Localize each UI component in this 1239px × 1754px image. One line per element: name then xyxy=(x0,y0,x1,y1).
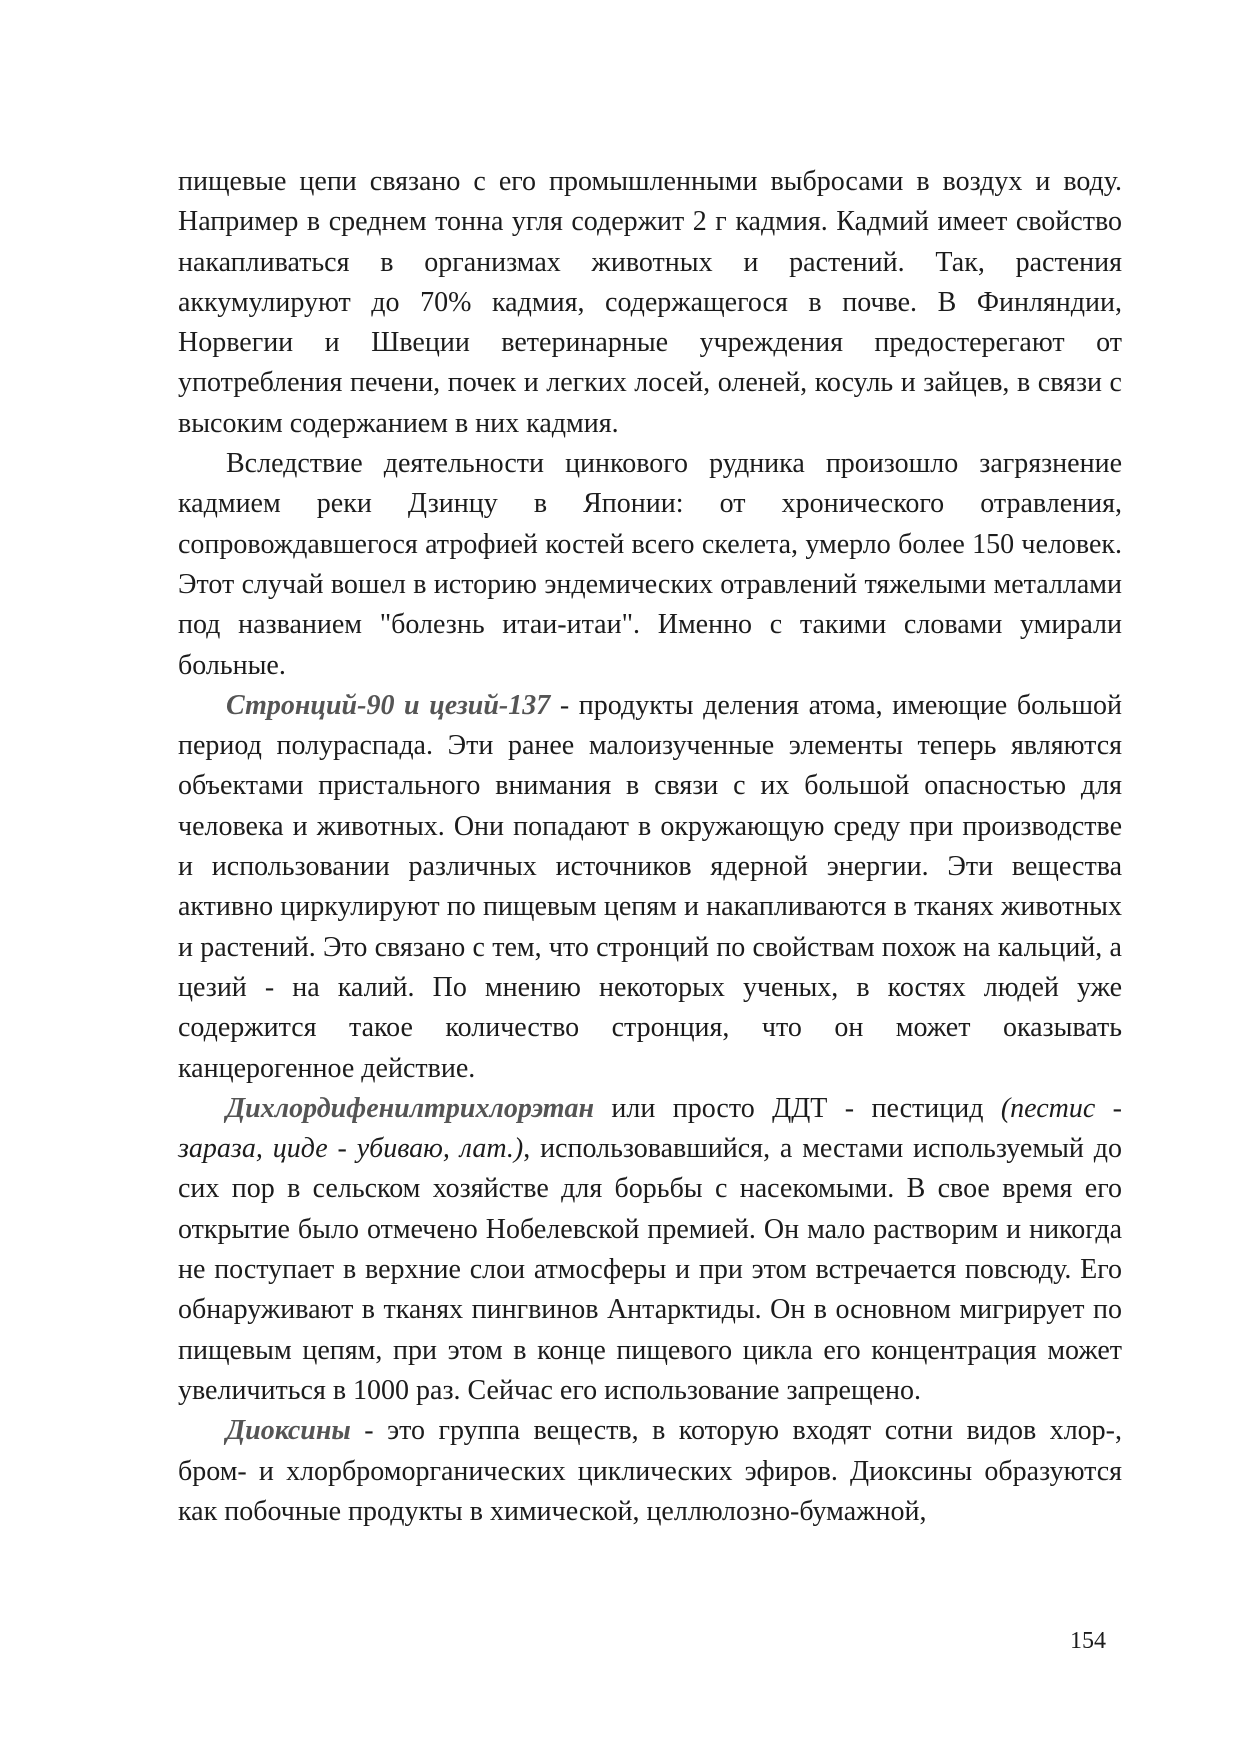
paragraph-strontium-cesium xyxy=(178,686,1122,1089)
term-strontium-cesium: Стронций-90 и цезий-137 xyxy=(226,689,551,721)
paragraph-itai-itai xyxy=(178,444,1122,686)
page-number: 154 xyxy=(1070,1628,1106,1654)
paragraph-dioxins xyxy=(178,1411,1122,1532)
paragraph-cadmium-continued xyxy=(178,162,1122,444)
term-ddt: Дихлордифенилтрихлорэтан xyxy=(226,1092,595,1124)
paragraph-text: , использовавшийся, а местами используемый до сих пор в сельском хозяйстве для борьбы с насекомыми. В свое время его открытие было отмечено Нобелевской премией. Он мало растворим и никогда не поступает в верхние слои атмосферы и при этом встречается повсюду. Его обнаруживают в тканях пингвинов Антарктиды. Он в основном мигрирует по пищевым цепям, при этом в конце пищевого цикла его концентрация может увеличиться в 1000 раз. Сейчас его использование запрещено. xyxy=(178,1133,1122,1406)
term-dioxins: Диоксины xyxy=(226,1415,351,1447)
paragraph-text: - это группа веществ, в которую входят сотни видов хлор-, бром- и хлорброморганических циклических эфиров. Диоксины образуются как побочные продукты в химической, целлюлозно-бумажной, xyxy=(178,1415,1122,1527)
paragraph-text: или просто ДДТ - пестицид xyxy=(594,1092,1001,1124)
paragraph-text: пищевые цепи связано с его промышленными выбросами в воздух и воду. Например в среднем тонна угля содержит 2 г кадмия. Кадмий имеет свойство накапливаться в организмах животных и растений. Так, растения аккумулируют до 70% кадмия, содержащегося в почве. В Финляндии, Норвегии и Швеции ветеринарные учреждения предостерегают от употребления печени, почек и легких лосей, оленей, косуль и зайцев, в связи с высоким содержанием в них кадмия. xyxy=(178,166,1122,439)
etymology-note: (пестис - зараза, циде - убиваю, лат.) xyxy=(178,1092,1122,1165)
body-text xyxy=(178,162,1122,1532)
paragraph-text: Вследствие деятельности цинкового рудника произошло загрязнение кадмием реки Дзинцу в Японии: от хронического отравления, сопровождавшегося атрофией костей всего скелета, умерло более 150 человек. Этот случай вошел в историю эндемических отравлений тяжелыми металлами под названием "болезнь итаи-итаи". Именно с такими словами умирали больные. xyxy=(178,448,1122,681)
paragraph-ddt xyxy=(178,1089,1122,1411)
paragraph-text: - продукты деления атома, имеющие большой период полураспада. Эти ранее малоизученные элементы теперь являются объектами пристального внимания в связи с их большой опасностью для человека и животных. Они попадают в окружающую среду при производстве и использовании различных источников ядерной энергии. Эти вещества активно циркулируют по пищевым цепям и накапливаются в тканях животных и растений. Это связано с тем, что стронций по свойствам похож на кальций, а цезий - на калий. По мнению некоторых ученых, в костях людей уже содержится такое количество стронция, что он может оказывать канцерогенное действие. xyxy=(178,689,1122,1084)
